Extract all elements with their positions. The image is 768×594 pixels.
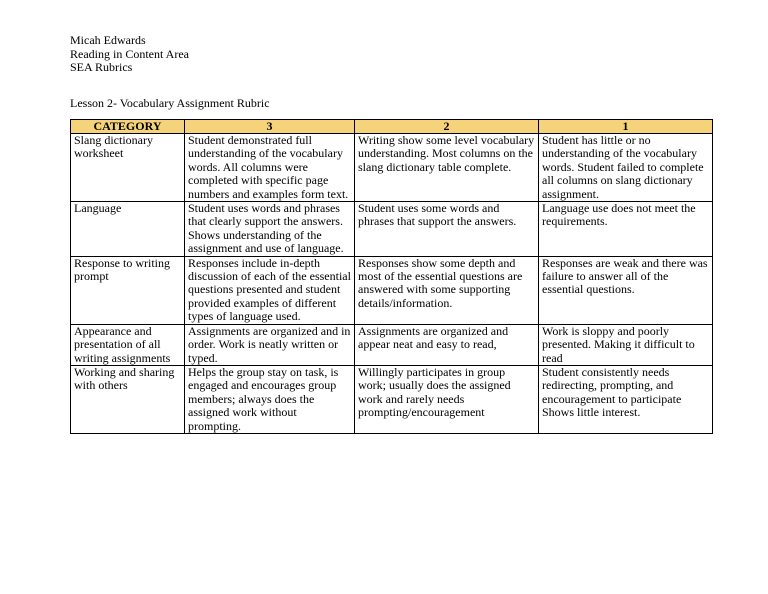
column-header-score-3: 3 <box>185 120 355 134</box>
document-type: SEA Rubrics <box>70 60 133 74</box>
score-1-cell: Student consistently needs redirecting, prompting, and encouragement to participate Shows little interest. <box>539 365 713 433</box>
score-3-cell: Responses include in-depth discussion of each of the essential questions presented and student provided examples of different types of language used. <box>185 256 355 324</box>
score-1-cell: Language use does not meet the requirements. <box>539 202 713 257</box>
table-row <box>71 256 713 324</box>
author-name: Micah Edwards <box>70 33 146 47</box>
rubric-header-row <box>71 120 713 134</box>
column-header-category: CATEGORY <box>71 120 185 134</box>
table-row <box>71 365 713 433</box>
rubric-table <box>70 119 713 434</box>
table-row <box>71 324 713 365</box>
score-2-cell: Willingly participates in group work; usually does the assigned work and rarely needs prompting/encouragement <box>355 365 539 433</box>
score-1-cell: Responses are weak and there was failure to answer all of the essential questions. <box>539 256 713 324</box>
score-3-cell: Student uses words and phrases that clearly support the answers. Shows understanding of the assignment and use of language. <box>185 202 355 257</box>
category-cell: Appearance and presentation of all writing assignments <box>71 324 185 365</box>
column-header-score-1: 1 <box>539 120 713 134</box>
score-1-cell: Student has little or no understanding of the vocabulary words. Student failed to complete all columns on slang dictionary assignment. <box>539 134 713 202</box>
score-3-cell: Assignments are organized and in order. Work is neatly written or typed. <box>185 324 355 365</box>
column-header-score-2: 2 <box>355 120 539 134</box>
score-2-cell: Responses show some depth and most of the essential questions are answered with some supporting details/information. <box>355 256 539 324</box>
category-cell: Slang dictionary worksheet <box>71 134 185 202</box>
score-1-cell: Work is sloppy and poorly presented. Making it difficult to read <box>539 324 713 365</box>
score-2-cell: Writing show some level vocabulary understanding. Most columns on the slang dictionary table complete. <box>355 134 539 202</box>
document-header <box>70 34 189 75</box>
score-2-cell: Assignments are organized and appear neat and easy to read, <box>355 324 539 365</box>
score-2-cell: Student uses some words and phrases that support the answers. <box>355 202 539 257</box>
table-row <box>71 202 713 257</box>
category-cell: Language <box>71 202 185 257</box>
score-3-cell: Student demonstrated full understanding of the vocabulary words. All columns were completed with specific page numbers and examples form text. <box>185 134 355 202</box>
table-row <box>71 134 713 202</box>
category-cell: Response to writing prompt <box>71 256 185 324</box>
category-cell: Working and sharing with others <box>71 365 185 433</box>
course-name: Reading in Content Area <box>70 46 189 61</box>
score-3-cell: Helps the group stay on task, is engaged and encourages group members; always does the assigned work without prompting. <box>185 365 355 433</box>
lesson-title: Lesson 2- Vocabulary Assignment Rubric <box>70 96 270 110</box>
